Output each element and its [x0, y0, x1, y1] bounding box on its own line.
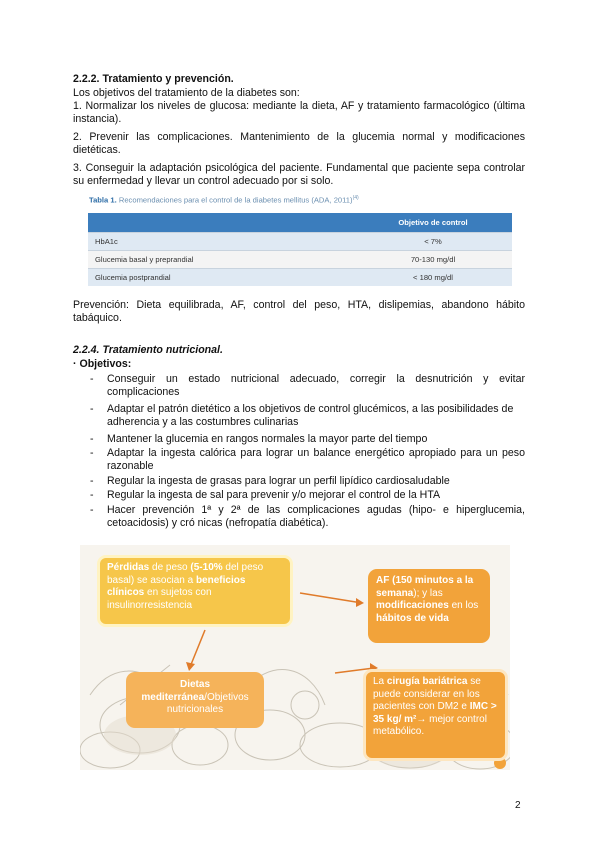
bullet-dash: -: [90, 433, 94, 445]
nutrition-infographic: [80, 545, 510, 770]
bariatric-surgery-box: [363, 669, 508, 761]
bullet-item: Regular la ingesta de grasas para lograr un perfil lipídico cardiosaludable: [107, 475, 450, 487]
box4-text-c: se puede considerar en los pacientes con DM2 e: [373, 676, 481, 712]
bullet-item: Conseguir un estado nutricional adecuado, corregir la desnutrición y evitar complicaciones: [107, 373, 525, 399]
objectives-subheading: · Objetivos:: [73, 358, 132, 370]
objective-item-3: 3. Conseguir la adaptación psicológica del paciente. Fundamental que paciente sepa controlar su enfermedad y llevar un control adecuado por si solo.: [73, 162, 525, 188]
bullet-item: Hacer prevención 1ª y 2ª de las complicaciones agudas (hipo- e hiperglucemia, cetoacidosis) y cró nicas (nefropatía diabética).: [107, 504, 525, 530]
table-header-cell: Objetivo de control: [354, 213, 512, 233]
box1-text-a: Pérdidas: [107, 562, 150, 573]
bullet-dash: -: [90, 447, 94, 459]
table-cell-value: < 7%: [354, 233, 512, 251]
bullet-item: Adaptar el patrón dietético a los objetivos de control glucémicos, a las posibilidades de adherencia y a las costumbres culinarias: [107, 403, 514, 429]
section-heading-tratamiento: 2.2.2. Tratamiento y prevención.: [73, 73, 234, 85]
table-cell-param: Glucemia basal y preprandial: [88, 251, 354, 269]
intro-text: Los objetivos del tratamiento de la diabetes son:: [73, 87, 300, 99]
table-row: [88, 251, 512, 269]
box1-text-b: de peso: [149, 562, 191, 573]
table-cell-value: < 180 mg/dl: [354, 269, 512, 287]
box1-text-c: (5-10%: [190, 562, 223, 573]
box4-text-b: cirugía bariátrica: [386, 676, 468, 687]
glucemia-table: [88, 213, 512, 286]
bullet-dash: -: [90, 373, 94, 385]
table-header-row: [88, 213, 512, 233]
table-ref: (4): [352, 195, 359, 201]
prevention-text: Prevención: Dieta equilibrada, AF, control del peso, HTA, dislipemias, abandono hábito tabáquico.: [73, 299, 525, 325]
box3-text-a: Dietas mediterránea: [141, 679, 210, 703]
box2-text-a: AF (150 minutos a la semana: [376, 575, 474, 599]
bullet-dash: -: [90, 504, 94, 516]
bullet-dash: -: [90, 489, 94, 501]
table-header-empty: [88, 213, 354, 233]
bullet-dash: -: [90, 475, 94, 487]
bullet-dash: -: [90, 403, 94, 415]
weight-loss-box: [97, 555, 293, 627]
table-cell-value: 70-130 mg/dl: [354, 251, 512, 269]
table-row: [88, 233, 512, 251]
section-heading-nutricional: 2.2.4. Tratamiento nutricional.: [73, 344, 223, 356]
table-caption: [89, 195, 359, 205]
table-row: [88, 269, 512, 287]
box2-text-e: hábitos de vida: [376, 612, 449, 624]
objective-item-2: 2. Prevenir las complicaciones. Mantenimiento de la glucemia normal y modificaciones dietéticas.: [73, 131, 525, 157]
physical-activity-box: [368, 569, 490, 643]
mediterranean-diet-box: [126, 672, 264, 728]
box1-text-e: beneficios clínicos: [107, 574, 246, 598]
box4-text-a: La: [373, 676, 387, 687]
bullet-item: Regular la ingesta de sal para prevenir y/o mejorar el control de la HTA: [107, 489, 441, 501]
table-cell-param: HbA1c: [88, 233, 354, 251]
bullet-item: Adaptar la ingesta calórica para lograr un balance energético apropiado para un peso razonable: [107, 447, 525, 473]
box3-text-b: /Objetivos nutricionales: [166, 691, 249, 715]
bullet-item: Mantener la glucemia en rangos normales la mayor parte del tiempo: [107, 433, 428, 445]
box2-text-c: modificaciones: [376, 600, 449, 611]
box2-text-b: ); y las: [413, 587, 443, 599]
box2-text-d: en los: [448, 600, 479, 611]
table-caption-text: Recomendaciones para el control de la diabetes mellitus (ADA, 2011): [118, 195, 353, 205]
box1-text-f: en sujetos con insulinorresistencia: [107, 587, 212, 611]
box1-text-d: del peso basal) se asocian a: [107, 562, 264, 586]
table-cell-param: Glucemia postprandial: [88, 269, 354, 287]
objective-item-1: 1. Normalizar los niveles de glucosa: mediante la dieta, AF y tratamiento farmacológico (última instancia).: [73, 100, 525, 126]
page-number: 2: [515, 800, 521, 811]
table-label: Tabla 1.: [89, 195, 117, 205]
box4-text-d: IMC > 35 kg/ m²: [373, 701, 497, 725]
box4-text-e: → mejor control metabólico.: [373, 713, 487, 737]
